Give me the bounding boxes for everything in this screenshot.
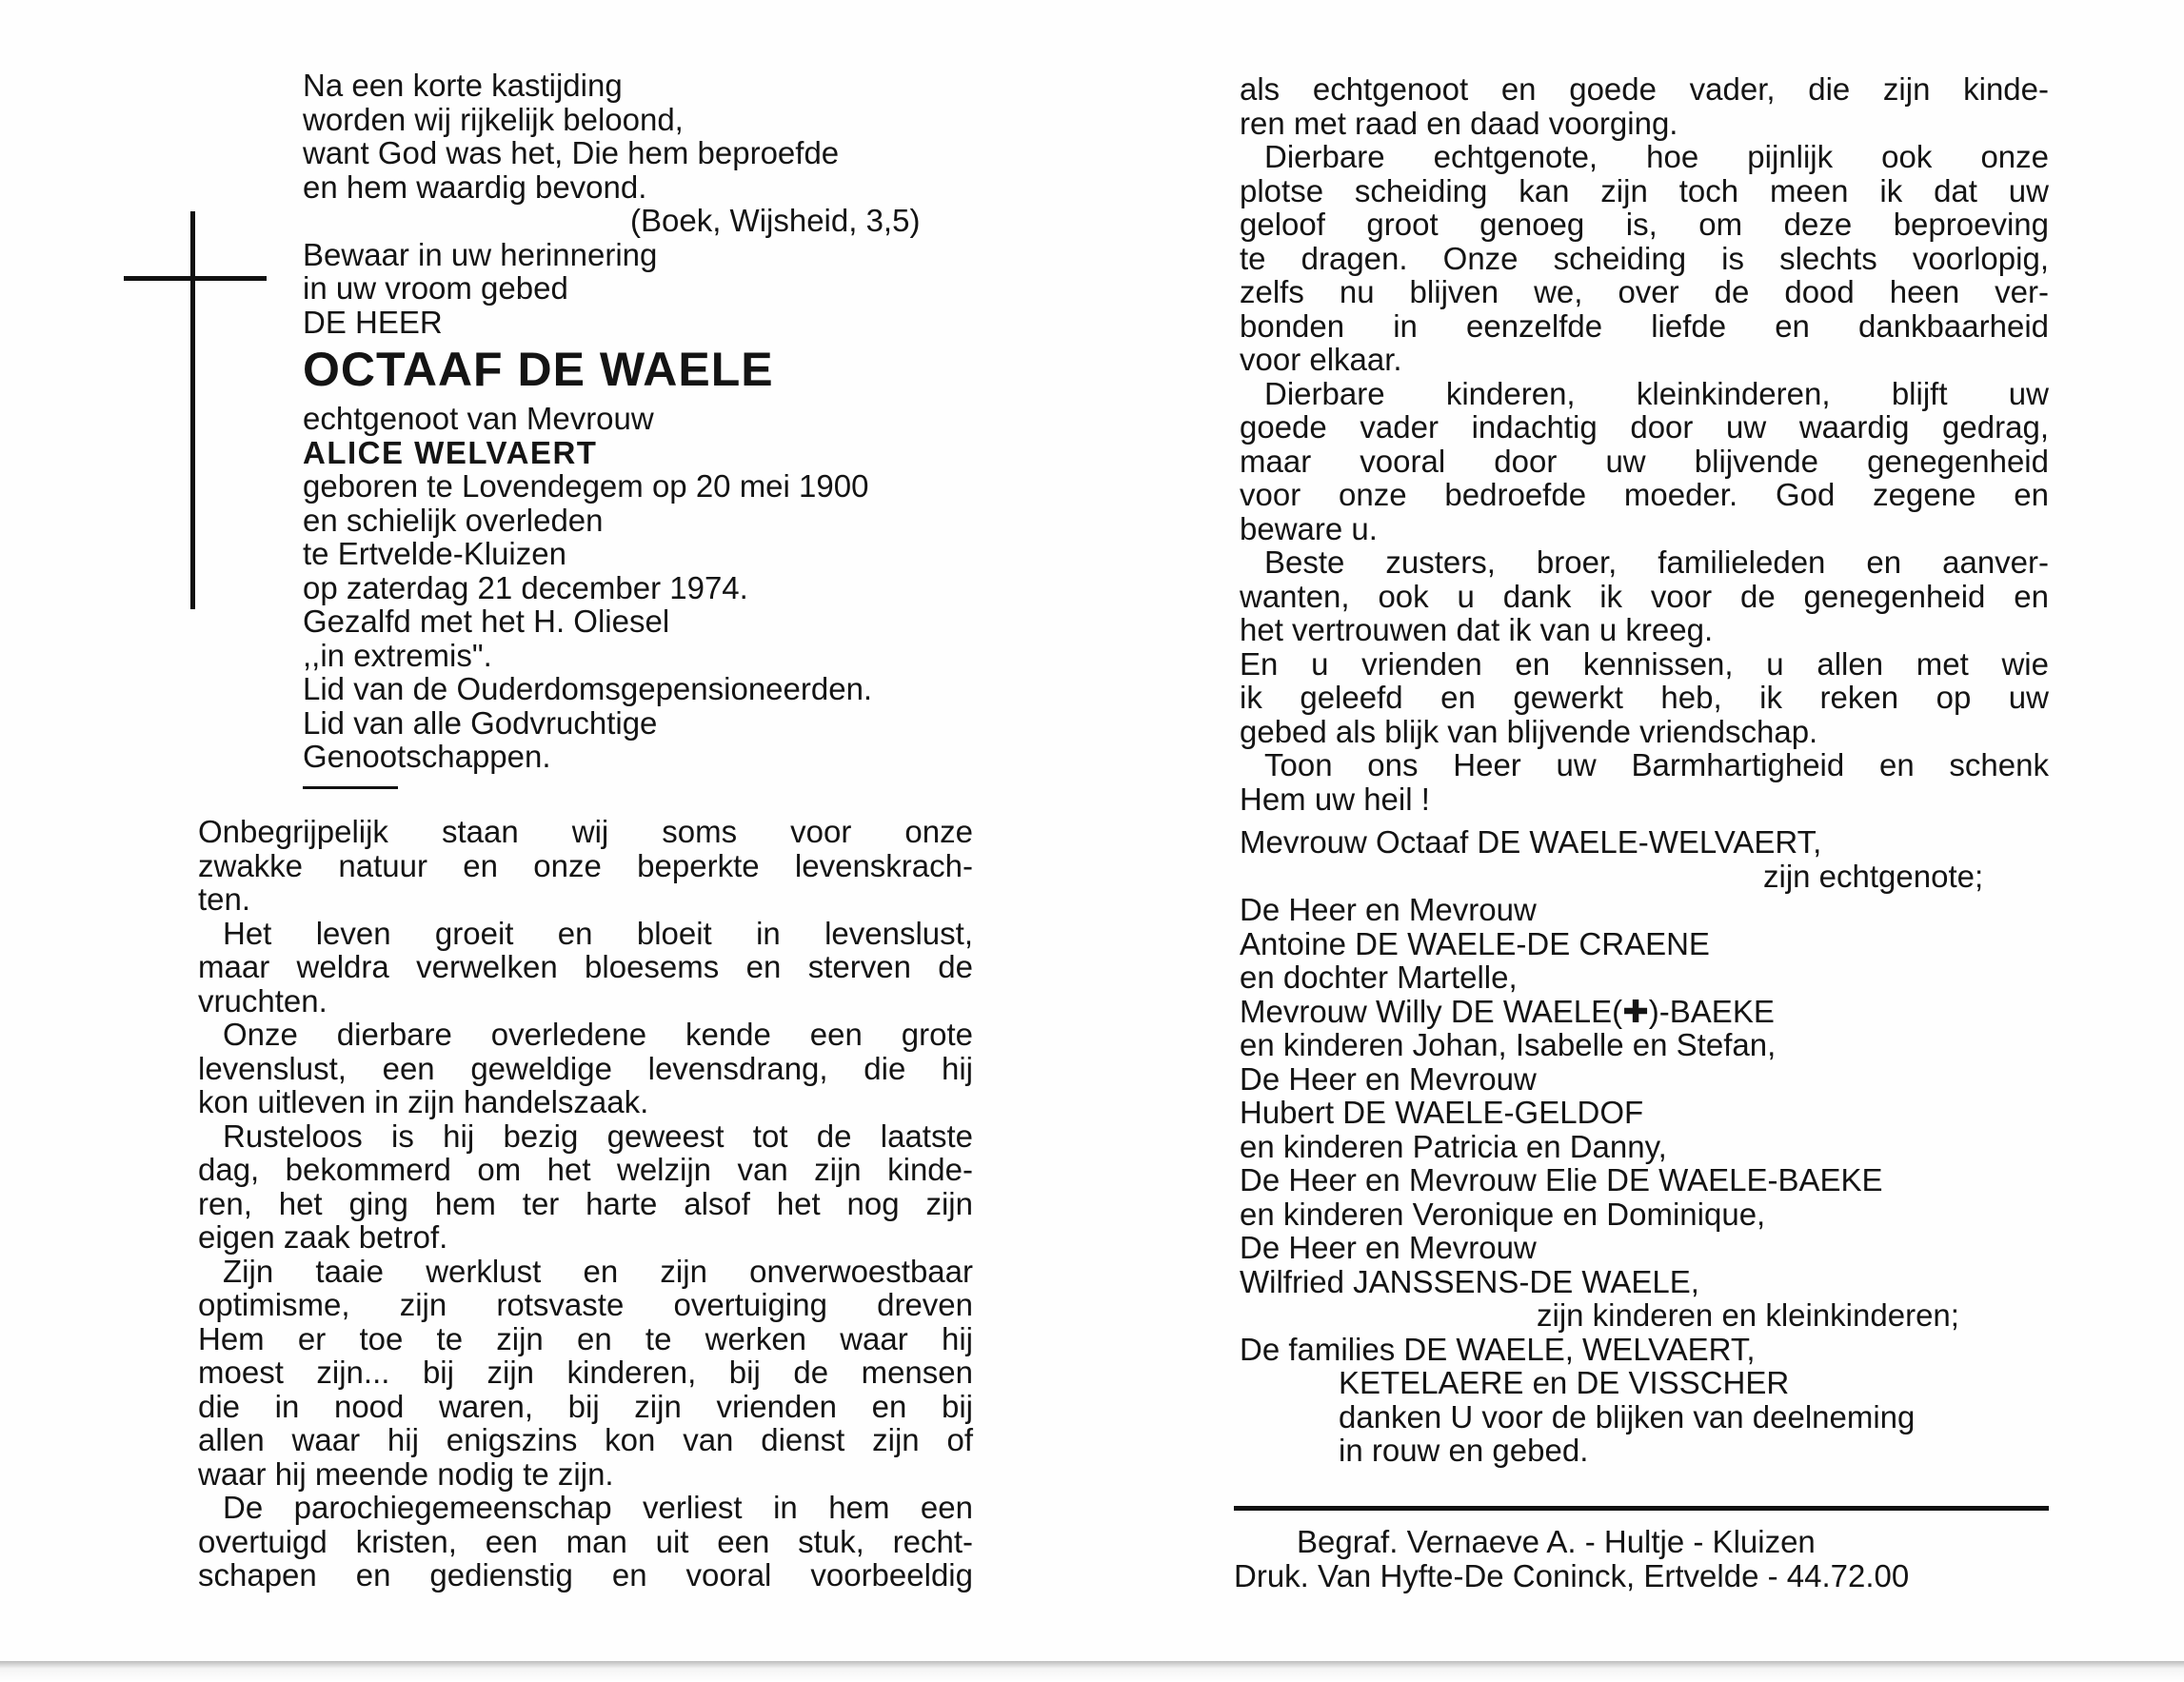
- text-line: De Heer en Mevrouw: [1240, 1060, 1537, 1097]
- text-line: maar vooral door uw blijvende genegenheid: [1240, 443, 2049, 479]
- text-line: zijn echtgenote;: [1763, 858, 1984, 894]
- text-line: plotse scheiding kan zijn toch meen ik dat uw: [1240, 172, 2049, 208]
- text-line: maar weldra verwelken bloesems en sterven de: [198, 949, 973, 984]
- text-line: die in nood waren, bij zijn vrienden en bij: [198, 1388, 973, 1424]
- funeral-home-line: Begraf. Vernaeve A. - Hultje - Kluizen: [1297, 1524, 1816, 1559]
- eulogy-text-left: [198, 815, 973, 1593]
- printer-line: Druk. Van Hyfte-De Coninck, Ertvelde - 44.72.00: [1234, 1558, 1910, 1593]
- text-line: het vertrouwen dat ik van u kreeg.: [1240, 612, 1714, 647]
- text-line: De families DE WAELE, WELVAERT,: [1240, 1331, 1756, 1367]
- text-line: geloof groot genoeg is, om deze beproeving: [1240, 207, 2049, 242]
- text-line: voor onze bedroefde moeder. God zegene en: [1240, 477, 2049, 512]
- eulogy-text-right: [1240, 72, 2049, 1468]
- cross-icon: [190, 211, 195, 609]
- text-line: moest zijn... bij zijn kinderen, bij de mensen: [198, 1355, 973, 1390]
- text-line: De Heer en Mevrouw: [1240, 1230, 1537, 1265]
- text-line: schapen en gedienstig en vooral voorbeeldig: [198, 1557, 973, 1593]
- text-line: goede vader indachtig door uw waardig gedrag,: [1240, 409, 2049, 445]
- text-line: eigen zaak betrof.: [198, 1219, 448, 1255]
- detail-line: ,,in extremis".: [303, 637, 492, 673]
- text-line: Hem er toe te zijn en te werken waar hij: [198, 1320, 973, 1356]
- text-line: beware u.: [1240, 510, 1378, 546]
- text-line: danken U voor de blijken van deelneming: [1339, 1398, 1916, 1435]
- text-line: gebed als blijk van blijvende vriendschap.: [1240, 713, 1818, 749]
- verse-line: en hem waardig bevond.: [303, 168, 647, 205]
- honorific: DE HEER: [303, 304, 443, 340]
- text-line: ten.: [198, 881, 251, 917]
- text-line: in rouw en gebed.: [1339, 1433, 1589, 1468]
- text-line: dag, bekommerd om het welzijn van zijn kinde-: [198, 1152, 973, 1187]
- text-line: te dragen. Onze scheiding is slechts voorlopig,: [1240, 240, 2049, 276]
- text-line: Zijn taaie werklust en zijn onverwoestbaar: [223, 1253, 973, 1289]
- text-line: vruchten.: [198, 982, 328, 1019]
- verse-line: worden wij rijkelijk beloond,: [303, 101, 684, 137]
- spouse-intro: echtgenoot van Mevrouw: [303, 401, 654, 436]
- text-line: Dierbare echtgenote, hoe pijnlijk ook onze: [1264, 139, 2049, 174]
- text-line: optimisme, zijn rotsvaste overtuiging dreven: [198, 1287, 973, 1322]
- text-line: Hem uw heil !: [1240, 781, 1430, 817]
- page-edge: [0, 1661, 2184, 1682]
- text-line: De Heer en Mevrouw: [1240, 892, 1537, 927]
- text-line: zwakke natuur en onze beperkte levenskrach-: [198, 847, 973, 883]
- text-line: en kinderen Veronique en Dominique,: [1240, 1196, 1766, 1232]
- text-line: wanten, ook u dank ik voor de genegenheid en: [1240, 578, 2049, 614]
- detail-line: te Ertvelde-Kluizen: [303, 536, 566, 571]
- text-line: voor elkaar.: [1240, 342, 1402, 377]
- text-line: zelfs nu blijven we, over de dood heen ver-: [1240, 274, 2049, 309]
- text-line: Beste zusters, broer, familieleden en aanver-: [1264, 544, 2049, 580]
- verse-reference: (Boek, Wijsheid, 3,5): [630, 203, 921, 238]
- cross-icon-bar: [124, 276, 267, 281]
- text-line: bonden in eenzelfde liefde en dankbaarheid: [1240, 307, 2049, 344]
- text-line: overtuigd kristen, een man uit een stuk, recht-: [198, 1523, 973, 1559]
- text-line: en dochter Martelle,: [1240, 960, 1518, 995]
- detail-line: en schielijk overleden: [303, 502, 604, 538]
- text-line: Mevrouw Willy DE WAELE(✚)-BAEKE: [1240, 993, 1775, 1029]
- intro-block: [303, 69, 988, 774]
- text-line: allen waar hij enigszins kon van dienst zijn of: [198, 1422, 973, 1457]
- text-line: Hubert DE WAELE-GELDOF: [1240, 1095, 1644, 1130]
- deceased-name: OCTAAF DE WAELE: [303, 343, 774, 396]
- detail-line: Gezalfd met het H. Oliesel: [303, 604, 670, 639]
- remember-line: in uw vroom gebed: [303, 270, 568, 306]
- text-line: Wilfried JANSSENS-DE WAELE,: [1240, 1263, 1699, 1299]
- text-line: Toon ons Heer uw Barmhartigheid en schenk: [1264, 747, 2049, 782]
- divider: [1234, 1506, 2049, 1511]
- detail-line: op zaterdag 21 december 1974.: [303, 569, 748, 605]
- detail-line: Lid van alle Godvruchtige: [303, 704, 658, 741]
- text-line: als echtgenoot en goede vader, die zijn kinde-: [1240, 71, 2049, 107]
- text-line: Het leven groeit en bloeit in levenslust,: [223, 915, 973, 951]
- text-line: ren, het ging hem ter harte alsof het nog zijn: [198, 1185, 973, 1221]
- remember-line: Bewaar in uw herinnering: [303, 236, 658, 272]
- text-line: Onze dierbare overledene kende een grote: [223, 1017, 973, 1052]
- text-line: en kinderen Johan, Isabelle en Stefan,: [1240, 1027, 1777, 1062]
- text-line: De parochiegemeenschap verliest in hem een: [223, 1490, 973, 1525]
- divider: [303, 786, 398, 789]
- verse-line: want God was het, Die hem beproefde: [303, 135, 840, 170]
- detail-line: Genootschappen.: [303, 739, 551, 774]
- text-line: ik geleefd en gewerkt heb, ik reken op uw: [1240, 680, 2049, 715]
- text-line: Antoine DE WAELE-DE CRAENE: [1240, 925, 1710, 961]
- text-line: Mevrouw Octaaf DE WAELE-WELVAERT,: [1240, 824, 1822, 860]
- text-line: ren met raad en daad voorging.: [1240, 105, 1678, 141]
- verse-line: Na een korte kastijding: [303, 68, 623, 103]
- text-line: zijn kinderen en kleinkinderen;: [1537, 1297, 1959, 1333]
- text-line: En u vrienden en kennissen, u allen met wie: [1240, 645, 2049, 682]
- text-line: Rusteloos is hij bezig geweest tot de laatste: [223, 1118, 973, 1154]
- text-line: De Heer en Mevrouw Elie DE WAELE-BAEKE: [1240, 1162, 1883, 1197]
- text-line: Dierbare kinderen, kleinkinderen, blijft uw: [1264, 375, 2049, 411]
- text-line: kon uitleven in zijn handelszaak.: [198, 1084, 649, 1119]
- printer-credits: [1234, 1525, 2053, 1593]
- text-line: KETELAERE en DE VISSCHER: [1339, 1365, 1790, 1400]
- detail-line: Lid van de Ouderdomsgepensioneerden.: [303, 671, 873, 706]
- text-line: en kinderen Patricia en Danny,: [1240, 1128, 1667, 1164]
- text-line: waar hij meende nodig te zijn.: [198, 1455, 614, 1492]
- text-line: Onbegrijpelijk staan wij soms voor onze: [198, 814, 973, 849]
- text-line: levenslust, een geweldige levensdrang, die hij: [198, 1050, 973, 1086]
- spouse-name: ALICE WELVAERT: [303, 434, 598, 470]
- detail-line: geboren te Lovendegem op 20 mei 1900: [303, 468, 869, 504]
